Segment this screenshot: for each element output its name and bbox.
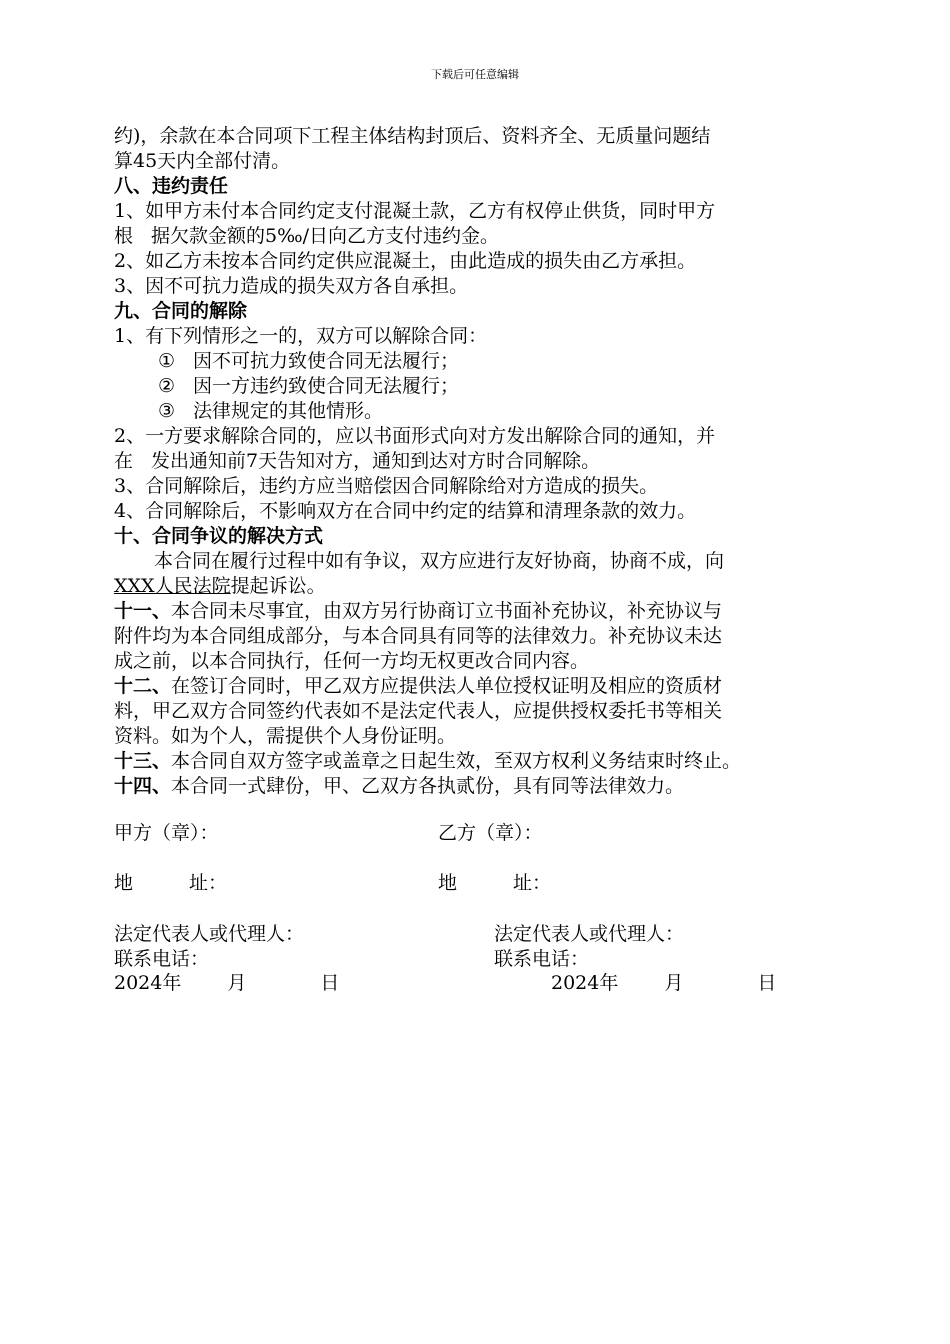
s11-text-1: 本合同未尽事宜，由双方另行协商订立书面补充协议，补充协议与 [171, 600, 723, 622]
s9-item-3: 3、合同解除后，违约方应当赔偿因合同解除给对方造成的损失。 [114, 475, 659, 497]
s14-line-1 [114, 774, 842, 799]
s8-item-1a: 1、如甲方未付本合同约定支付混凝土款，乙方有权停止供货，同时甲方 [114, 200, 716, 222]
s12-line-3: 资料。如为个人，需提供个人身份证明。 [114, 725, 457, 747]
s12-text-1: 在签订合同时，甲乙双方应提供法人单位授权证明及相应的资质材 [171, 675, 723, 697]
party-b-address-1: 地 [438, 872, 458, 894]
party-b-date-year: 2024年 [551, 972, 619, 994]
s9-clause-2 [114, 374, 842, 399]
s12-line-1 [114, 674, 842, 699]
party-a-representative: 法定代表人或代理人： [114, 923, 305, 945]
s13-line-1 [114, 749, 842, 774]
s9-item-1: 1、有下列情形之一的，双方可以解除合同： [114, 325, 488, 347]
section-13-label: 十三、 [114, 750, 172, 772]
payment-line-1: 约)，余款在本合同项下工程主体结构封顶后、资料齐全、无质量问题结 [114, 125, 711, 147]
section-14-label: 十四、 [114, 775, 172, 797]
s11-line-3: 成之前，以本合同执行，任何一方均无权更改合同内容。 [114, 650, 590, 672]
s9-item-2b [114, 449, 842, 474]
party-b-address [438, 871, 551, 896]
s9-item-2b-post: 发出通知前7天告知对方，通知到达对方时合同解除。 [151, 450, 601, 472]
party-a-date [114, 971, 339, 996]
party-a-phone: 联系电话： [114, 948, 210, 970]
s8-item-2: 2、如乙方未按本合同约定供应混凝土，由此造成的损失由乙方承担。 [114, 250, 697, 272]
party-b-date [551, 971, 776, 996]
s11-line-1 [114, 599, 842, 624]
page-header: 下载后可任意编辑 [431, 68, 519, 81]
s9-clause-1 [114, 349, 842, 374]
court-name: XXX人民法院 [114, 575, 231, 597]
s14-text-1: 本合同一式肆份，甲、乙双方各执贰份，具有同等法律效力。 [171, 775, 685, 797]
party-a-address-2: 址： [189, 872, 228, 894]
s8-item-3: 3、因不可抗力造成的损失双方各自承担。 [114, 275, 469, 297]
s12-line-2: 料，甲乙双方合同签约代表如不是法定代表人，应提供授权委托书等相关 [114, 700, 723, 722]
party-a-seal: 甲方（章）： [114, 822, 219, 844]
party-b-date-month: 月 [664, 972, 684, 994]
party-b-date-day: 日 [757, 972, 777, 994]
party-a-date-year: 2024年 [114, 972, 182, 994]
party-a-date-month: 月 [227, 972, 247, 994]
party-b-seal: 乙方（章）： [438, 822, 543, 844]
party-b-address-2: 址： [513, 872, 552, 894]
s9-clause-1-num: ① [158, 350, 176, 372]
section-9-title: 九、合同的解除 [114, 300, 248, 322]
s9-item-2a: 2、一方要求解除合同的，应以书面形式向对方发出解除合同的通知，并 [114, 425, 716, 447]
section-10-title: 十、合同争议的解决方式 [114, 525, 324, 547]
section-8-title: 八、违约责任 [114, 175, 229, 197]
s10-para-1: 本合同在履行过程中如有争议，双方应进行友好协商，协商不成，向 [154, 550, 725, 572]
s9-clause-3-num: ③ [158, 400, 176, 422]
payment-line-2: 算45天内全部付清。 [114, 150, 291, 172]
party-a-address-1: 地 [114, 872, 134, 894]
contract-body [114, 124, 842, 799]
s9-clause-2-num: ② [158, 375, 176, 397]
s10-para-2-text: 提起诉讼。 [230, 575, 326, 597]
party-b-phone: 联系电话： [494, 948, 590, 970]
section-11-label: 十一、 [114, 600, 172, 622]
s11-line-2: 附件均为本合同组成部分，与本合同具有同等的法律效力。补充协议未达 [114, 625, 723, 647]
party-b-representative: 法定代表人或代理人： [494, 923, 685, 945]
s9-clause-3 [114, 399, 842, 424]
s9-item-4: 4、合同解除后，不影响双方在合同中约定的结算和清理条款的效力。 [114, 500, 697, 522]
s10-para-2 [114, 574, 842, 599]
party-a-address [114, 871, 227, 896]
s9-clause-2-text: 因一方违约致使合同无法履行； [193, 375, 460, 397]
s13-text-1: 本合同自双方签字或盖章之日起生效，至双方权利义务结束时终止。 [171, 750, 742, 772]
section-12-label: 十二、 [114, 675, 172, 697]
party-a-date-day: 日 [320, 972, 340, 994]
s8-item-1b [114, 224, 842, 249]
s8-item-1b-post: 据欠款金额的5‰/日向乙方支付违约金。 [151, 225, 500, 247]
s9-clause-1-text: 因不可抗力致使合同无法履行； [193, 350, 460, 372]
s9-item-2b-pre: 在 [114, 450, 134, 472]
s8-item-1b-pre: 根 [114, 225, 134, 247]
s9-clause-3-text: 法律规定的其他情形。 [193, 400, 384, 422]
